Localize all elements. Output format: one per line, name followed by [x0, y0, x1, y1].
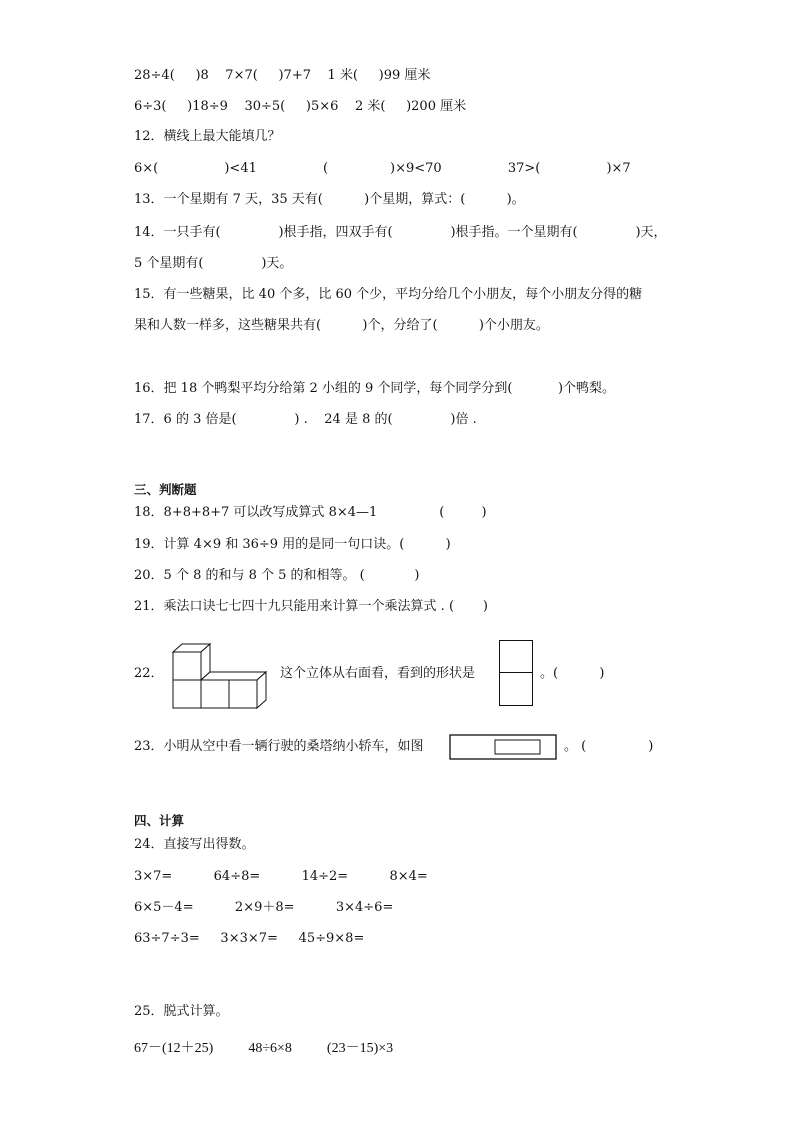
question-25: 25．脱式计算。	[134, 1004, 229, 1019]
question-24-row-1: 3×7= 64÷8= 14÷2= 8×4=	[134, 869, 428, 884]
question-22-number: 22．	[134, 666, 164, 681]
question-21: 21．乘法口诀七七四十九只能用来计算一个乘法算式 . ( )	[134, 599, 489, 614]
cube-solid-figure	[170, 642, 270, 710]
question-12: 12．横线上最大能填几？	[134, 129, 281, 144]
question-15-line-1: 15．有一些糖果，比 40 个多，比 60 个少，平均分给几个小朋友，每个小朋友分得的糖	[134, 287, 643, 302]
question-25-expressions: 67－(12＋25) 48÷6×8 (23－15)×3	[134, 1041, 394, 1056]
question-14-line-2: 5 个星期有( )天。	[134, 256, 293, 271]
question-20: 20．5 个 8 的和与 8 个 5 的和相等。 ( )	[134, 568, 420, 583]
section-4-heading: 四、计算	[134, 813, 185, 828]
compare-fill-line-1: 28÷4( )8 7×7( )7+7 1 米( )99 厘米	[134, 68, 431, 83]
compare-fill-line-2: 6÷3( )18÷9 30÷5( )5×6 2 米( )200 厘米	[134, 99, 467, 114]
question-17: 17．6 的 3 倍是( ) . 24 是 8 的( )倍 .	[134, 412, 477, 427]
question-16: 16．把 18 个鸭梨平均分给第 2 小组的 9 个同学，每个同学分到( )个鸭梨。	[134, 381, 616, 396]
question-22-tail: 。( )	[540, 666, 605, 681]
question-13: 13．一个星期有 7 天，35 天有( )个星期，算式：( )。	[134, 192, 525, 207]
question-24: 24．直接写出得数。	[134, 837, 255, 852]
section-3-heading: 三、判断题	[134, 482, 197, 497]
question-18: 18．8+8+8+7 可以改写成算式 8×4—1 ( )	[134, 505, 487, 520]
question-24-row-2: 6×5－4= 2×9＋8= 3×4÷6=	[134, 900, 394, 915]
question-12-blanks: 6×( )<41 ( )×9<70 37>( )×7	[134, 161, 631, 176]
question-22-text: 这个立体从右面看，看到的形状是	[280, 666, 476, 681]
question-14-line-1: 14．一只手有( )根手指，四双手有( )根手指。一个星期有( )天，	[134, 225, 667, 240]
question-15-line-2: 果和人数一样多，这些糖果共有( )个，分给了( )个小朋友。	[134, 318, 549, 333]
question-23-tail: 。 ( )	[564, 739, 654, 754]
question-24-row-3: 63÷7÷3= 3×3×7= 45÷9×8=	[134, 931, 365, 946]
question-19: 19．计算 4×9 和 36÷9 用的是同一句口诀。( )	[134, 537, 451, 552]
car-top-view-figure	[449, 734, 559, 761]
question-23-text: 23．小明从空中看一辆行驶的桑塔纳小轿车，如图	[134, 739, 424, 754]
right-view-shape	[499, 640, 535, 708]
